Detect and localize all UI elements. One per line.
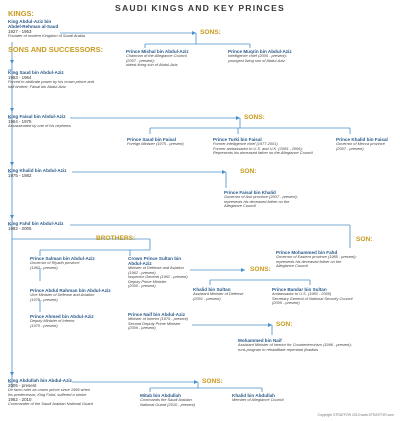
node-saud-bin-faisal: [127, 137, 217, 147]
arrow-khalid: [10, 162, 14, 166]
turki-desc-3: Represents his deceased father on the Allegiance Council: [213, 150, 313, 156]
ahmed-desc-1: Deputy Minister of Interior: [30, 318, 75, 324]
abdulaziz-name-2: Abdel-Rehman al-Saud: [8, 24, 59, 30]
faisal-sons-label: SONS:: [244, 114, 265, 121]
arrow-abdulaziz-sons: [192, 31, 196, 35]
khalid-faisal-desc-2: (2007 - present): [336, 145, 364, 151]
node-naif: [128, 312, 206, 330]
arrow-sultan-sons: [241, 268, 245, 272]
salman-name: Prince Salman bin Abdul-Aziz: [30, 256, 95, 261]
node-mohammed-bin-naif: [238, 338, 398, 352]
node-turki: [213, 137, 333, 155]
mishal-name: Prince Mishal bin Abdul-Aziz: [126, 49, 189, 54]
copyright-footer: Copyright STRATFOR 2010 www.STRATFOR.com: [317, 413, 394, 417]
arrow-khalid-son: [222, 170, 226, 174]
muqrin-desc-1: Intelligence chief (2005 - present);: [228, 53, 287, 59]
node-khalid-bin-faisal: [336, 137, 398, 151]
node-fahd: [8, 221, 63, 231]
abdullah-sons-label: SONS:: [202, 378, 223, 385]
faisal-desc: Assassinated by one of his nephews: [8, 123, 71, 129]
khalid-sultan-desc-1: Assistant Minister of Defense: [193, 291, 244, 297]
sultan-name-1: Crown Prince Sultan bin: [128, 256, 182, 261]
sultan-desc-1: Minister of Defense and Aviation: [128, 265, 184, 271]
naif-desc-2: Second Deputy Prime Minister: [128, 320, 181, 326]
sultan-desc-4: Deputy Prime Minister: [128, 278, 167, 284]
arrow-faisal: [10, 108, 14, 112]
node-faisal-bin-khalid: [224, 190, 344, 208]
sultan-desc-3: Inspector General (1962 - present): [128, 274, 188, 280]
arrow-naif-son: [268, 323, 272, 327]
saud-name: King Saud bin Abdul-Aziz: [8, 70, 64, 75]
khalid-name: King Khalid bin Abdul-Aziz: [8, 168, 67, 173]
fahd-years: 1982 - 2005: [8, 226, 32, 232]
khalid-faisal-name: Prince Khalid bin Faisal: [336, 137, 388, 142]
arrow-abdullah-sons: [194, 380, 198, 384]
node-abdul-rahman: [30, 288, 130, 302]
mitab-desc-2: National Guard (2010 - present): [140, 401, 195, 407]
muqrin-desc-2: youngest living son of Abdul-Aziz: [228, 57, 285, 63]
node-ahmed: [30, 314, 120, 328]
khalid-faisal-desc-1: Governor of Mecca province: [336, 141, 385, 147]
abdul-rahman-name: Prince Abdul Rahman bin Abdul-Aziz: [30, 288, 111, 293]
sultan-desc-2: (1962 - present): [128, 269, 156, 275]
turki-name: Prince Turki bin Faisal: [213, 137, 262, 142]
saud-desc-2: half brother, Faisal bin Abdul-Aziz: [8, 83, 66, 89]
node-khalid-bin-abdullah: [232, 393, 312, 403]
node-khalid-bin-sultan: [193, 287, 263, 301]
node-mitab: [140, 393, 220, 407]
sultan-name-2: Abdul-Aziz: [128, 261, 152, 267]
saud-years: 1953 - 1964: [8, 75, 32, 81]
mohammed-fahd-desc-3: Allegiance Council: [276, 263, 309, 269]
arrow-faisal-sons: [236, 116, 240, 120]
khalid-abdullah-name: Khalid bin Abdullah: [232, 393, 275, 398]
abdul-rahman-desc-2: (1978 - present): [30, 296, 58, 302]
muqrin-name: Prince Muqrin bin Abdul-Aziz: [228, 49, 292, 54]
kings-heading: KINGS:: [8, 9, 34, 18]
salman-desc-2: (1962 - present): [30, 264, 58, 270]
ahmed-desc-2: (1975 - present): [30, 322, 58, 328]
node-bandar: [272, 287, 398, 305]
khalid-son-label: SON:: [240, 168, 257, 175]
abdullah-desc-1: De facto ruler as crown prince since 1995 when: [8, 387, 90, 393]
page-title: SAUDI KINGS AND KEY PRINCES: [115, 3, 285, 13]
abdulaziz-desc: Founder of modern Kingdom of Saudi Arabia: [8, 33, 86, 39]
faisal-years: 1964 - 1975: [8, 119, 32, 125]
node-khalid: [8, 168, 67, 178]
mitab-desc-1: Commands the Saudi Arabian: [140, 397, 192, 403]
mohammed-fahd-desc-1: Governor of Eastern province (1985 - present);: [276, 254, 357, 260]
brothers-label: BROTHERS:: [96, 235, 136, 242]
mishal-desc-1: Chairman of the Allegiance Council: [126, 53, 187, 59]
naif-desc-1: Minister of Interior (1975 - present): [128, 316, 188, 322]
arrow-abdullah: [10, 372, 14, 376]
bandar-name: Prince Bandar bin Sultan: [272, 287, 327, 292]
bandar-desc-3: (2005 - present): [272, 300, 300, 306]
ahmed-name: Prince Ahmed bin Abdul-Aziz: [30, 314, 94, 319]
abdullah-desc-2: his predecessor, King Fahd, suffered a stroke: [8, 391, 87, 397]
abdulaziz-sons-label: SONS:: [200, 29, 221, 36]
node-faisal: [8, 114, 71, 129]
successors-heading: SONS AND SUCCESSORS:: [8, 45, 103, 54]
abdulaziz-name-1: King Abdul-Aziz bin: [8, 19, 52, 24]
node-mohammed-bin-fahd: [276, 250, 398, 268]
faisal-name: King Faisal bin Abdul-Aziz: [8, 114, 66, 119]
khalid-sultan-name: Khalid bin Sultan: [193, 287, 231, 292]
khalid-years: 1975 - 1982: [8, 173, 32, 179]
sultan-sons-label: SONS:: [250, 266, 271, 273]
node-abdullah: [8, 378, 138, 406]
khalid-abdullah-desc: Member of Allegiance Council: [232, 397, 284, 403]
salman-desc-1: Governor of Riyadh province: [30, 260, 80, 266]
saud-faisal-name: Prince Saud bin Faisal: [127, 137, 177, 142]
abdullah-desc-3: 1962 - 2010: [8, 397, 32, 403]
abdullah-name: King Abdullah bin Abdul-Aziz: [8, 378, 72, 383]
naif-son-label: SON:: [276, 321, 293, 328]
node-mishal: [126, 49, 226, 67]
turki-desc-2: Former ambassador to U.S. and U.K. (2005 - 2006);: [213, 145, 303, 151]
naif-desc-3: (2009 - present): [128, 325, 156, 331]
saud-desc-1: Forced to abdicate power by his crown prince and: [8, 79, 94, 85]
faisal-khalid-desc-2: represents his deceased father on the: [224, 198, 290, 204]
node-saud: [8, 70, 148, 89]
mohammed-fahd-name: Prince Mohammed bin Fahd: [276, 250, 338, 255]
mohammed-naif-desc-1: Assistant Minister of Interior for Counterterrorism (1996 - present);: [238, 342, 352, 348]
abdullah-years: 2005 - present: [8, 383, 37, 389]
arrow-fahd: [10, 215, 14, 219]
fahd-name: King Fahd bin Abdul-Aziz: [8, 221, 64, 226]
abdul-rahman-desc-1: Vice Minister of Defense and Aviation: [30, 292, 95, 298]
mitab-name: Mitab bin Abdullah: [140, 393, 181, 398]
fahd-son-label: SON:: [356, 236, 373, 243]
saud-faisal-desc: Foreign Minister (1975 - present): [127, 141, 184, 147]
faisal-khalid-desc-1: Governor of Asir province (2007 - present);: [224, 194, 298, 200]
khalid-sultan-desc-2: (2001 - present): [193, 295, 221, 301]
mohammed-naif-name: Mohammed bin Naif: [238, 338, 282, 343]
faisal-khalid-desc-3: Allegiance Council: [224, 203, 257, 209]
mishal-desc-3: oldest living son of Abdul-Aziz: [126, 62, 178, 68]
turki-desc-1: Former intelligence chief (1977-2001): [213, 141, 278, 147]
node-salman: [30, 256, 120, 270]
bandar-desc-1: Ambassador to U.S. (1983 - 2005): [272, 291, 332, 297]
node-sultan: [128, 256, 200, 288]
faisal-khalid-name: Prince Faisal bin Khalid: [224, 190, 276, 195]
sultan-desc-5: (2005 - present): [128, 283, 156, 289]
node-muqrin: [228, 49, 338, 63]
mishal-desc-2: (2007 - present);: [126, 57, 155, 63]
mohammed-fahd-desc-2: represents his deceased father on the: [276, 258, 342, 264]
arrow-saud: [10, 60, 14, 64]
node-abdulaziz: [8, 19, 85, 39]
abdullah-desc-4: Commander of the Saudi Arabian National Guard: [8, 401, 93, 407]
abdulaziz-years: 1927 - 1953: [8, 29, 32, 35]
mohammed-naif-desc-2: runs program to rehabilitate repentant jihadists: [238, 346, 319, 352]
naif-name: Prince Naif bin Abdul-Aziz: [128, 312, 185, 317]
bandar-desc-2: Secretary General of National Security Council: [272, 295, 353, 301]
